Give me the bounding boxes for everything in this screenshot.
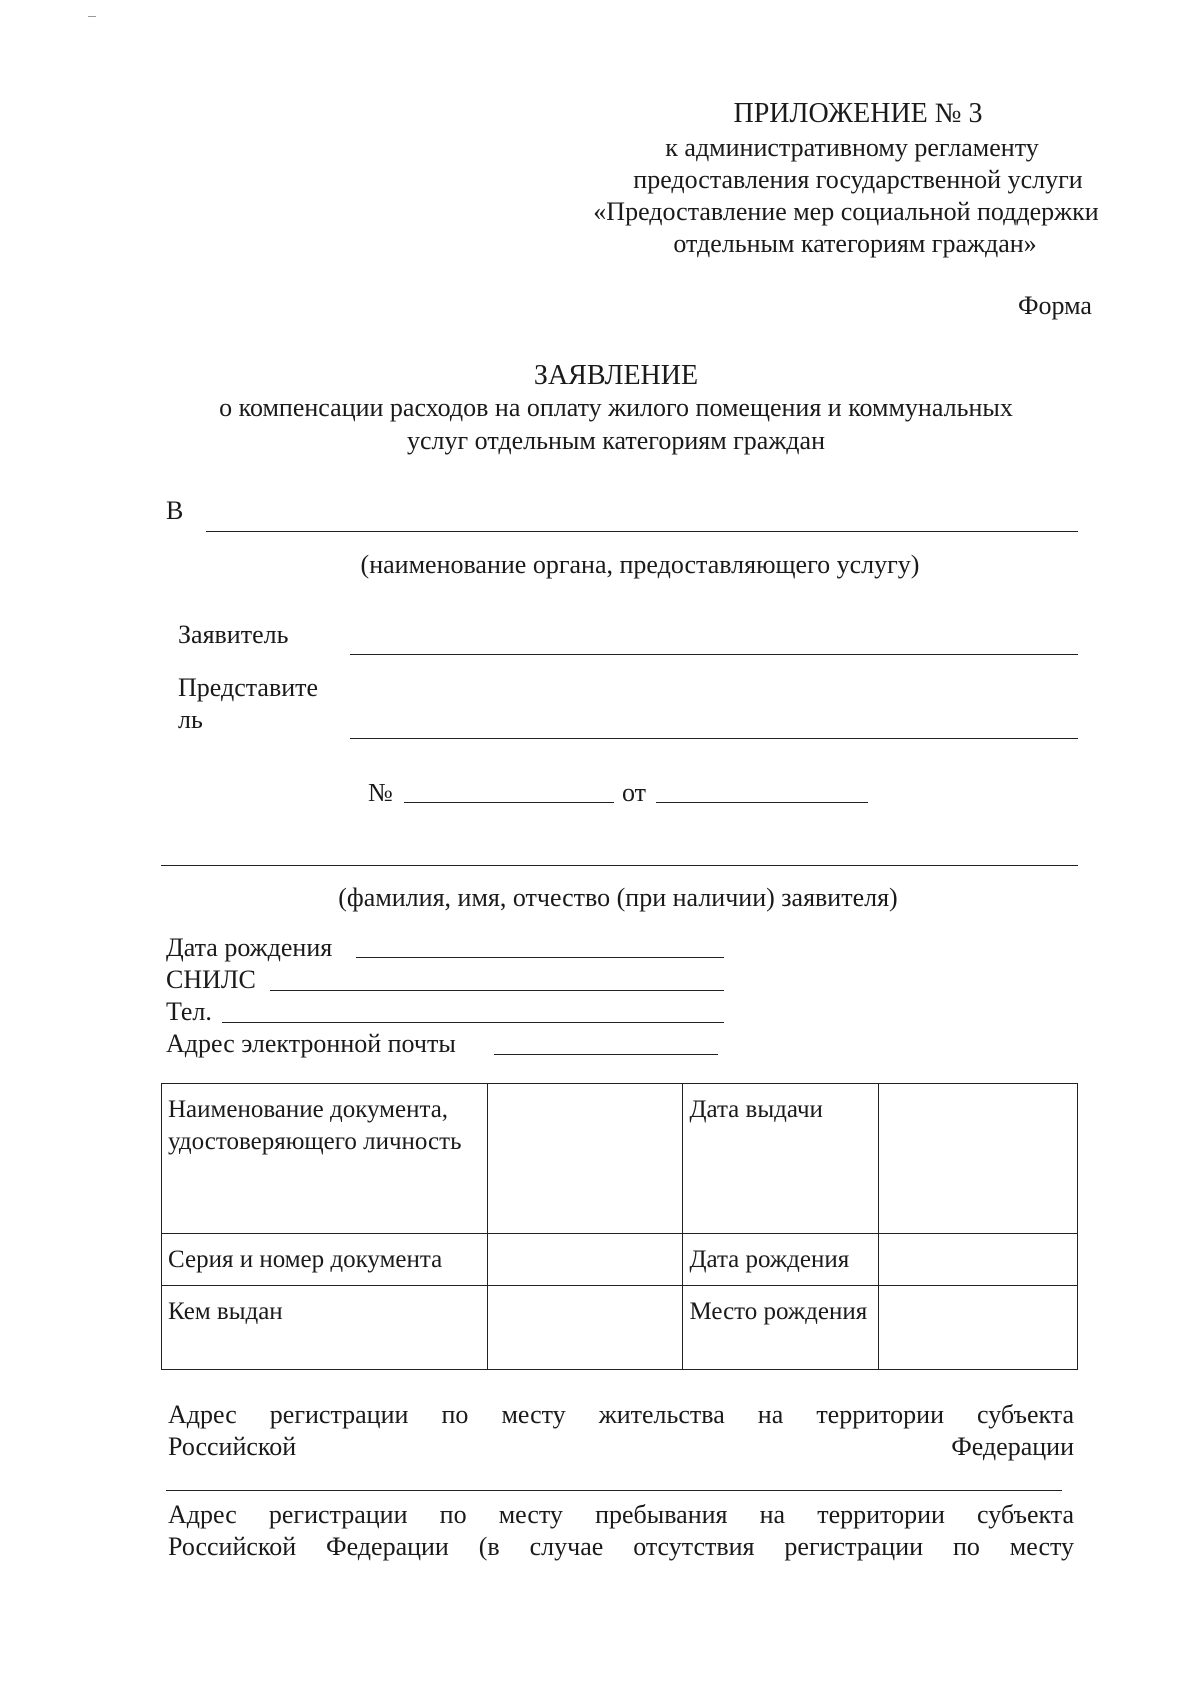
table-birth-date-label: Дата рождения [683,1234,879,1286]
document-name-value[interactable] [487,1084,683,1234]
phone-label: Тел. [166,997,212,1026]
document-subtitle-line-1: о компенсации расходов на оплату жилого помещения и коммунальных [219,393,1013,422]
table-row [162,1234,1078,1286]
issued-by-label: Кем выдан [162,1286,488,1370]
fio-caption: (фамилия, имя, отчество (при наличии) заявителя) [338,883,898,912]
table-row [162,1286,1078,1370]
document-subtitle-line-2: услуг отдельным категориям граждан [407,426,825,455]
table-row [162,1084,1078,1234]
organ-name-field[interactable] [206,531,1078,532]
scan-mark [88,16,96,17]
issue-date-label: Дата выдачи [683,1084,879,1234]
identity-document-table [161,1083,1078,1370]
representative-label-part2: ль [178,705,203,734]
email-field[interactable] [494,1054,718,1055]
applicant-field[interactable] [350,654,1078,655]
from-date-field[interactable] [656,802,868,803]
header-line-3: «Предоставление мер социальной поддержки [593,197,1099,226]
fio-field[interactable] [161,865,1078,866]
residence-address-label-line-2: Российской Федерации [168,1432,1074,1461]
email-label: Адрес электронной почты [166,1029,456,1058]
residence-address-label-line-1: Адрес регистрации по месту жительства на территории субъекта [168,1400,1074,1429]
birth-date-field[interactable] [356,957,724,958]
document-name-label: Наименование документа, удостоверяющего личность [162,1084,488,1234]
birth-date-label: Дата рождения [166,933,333,962]
form-label: Форма [1018,291,1092,320]
snils-label: СНИЛС [166,965,256,994]
birth-place-value[interactable] [879,1286,1078,1370]
stay-address-label-line-2: Российской Федерации (в случае отсутствия регистрации по месту [168,1532,1074,1561]
snils-field[interactable] [270,990,724,991]
issue-date-value[interactable] [879,1084,1078,1234]
stay-address-label-line-1: Адрес регистрации по месту пребывания на территории субъекта [168,1500,1074,1529]
header-line-2: предоставления государственной услуги [633,165,1083,194]
representative-label-part1: Представите [178,673,319,702]
table-birth-date-value[interactable] [879,1234,1078,1286]
representative-field[interactable] [350,738,1078,739]
phone-field[interactable] [222,1022,724,1023]
header-line-4: отдельным категориям граждан» [673,229,1037,258]
from-label: от [622,778,647,807]
appendix-title: ПРИЛОЖЕНИЕ № 3 [733,98,983,129]
number-label: № [368,778,393,807]
document-heading: ЗАЯВЛЕНИЕ [533,360,699,391]
number-field[interactable] [404,802,614,803]
organ-caption: (наименование органа, предоставляющего услугу) [360,550,920,579]
issued-by-value[interactable] [487,1286,683,1370]
applicant-label: Заявитель [178,620,289,649]
to-prefix: В [166,496,184,525]
birth-place-label: Место рождения [683,1286,879,1370]
header-line-1: к административному регламенту [665,133,1039,162]
residence-address-field[interactable] [166,1490,1062,1491]
series-number-label: Серия и номер документа [162,1234,488,1286]
series-number-value[interactable] [487,1234,683,1286]
